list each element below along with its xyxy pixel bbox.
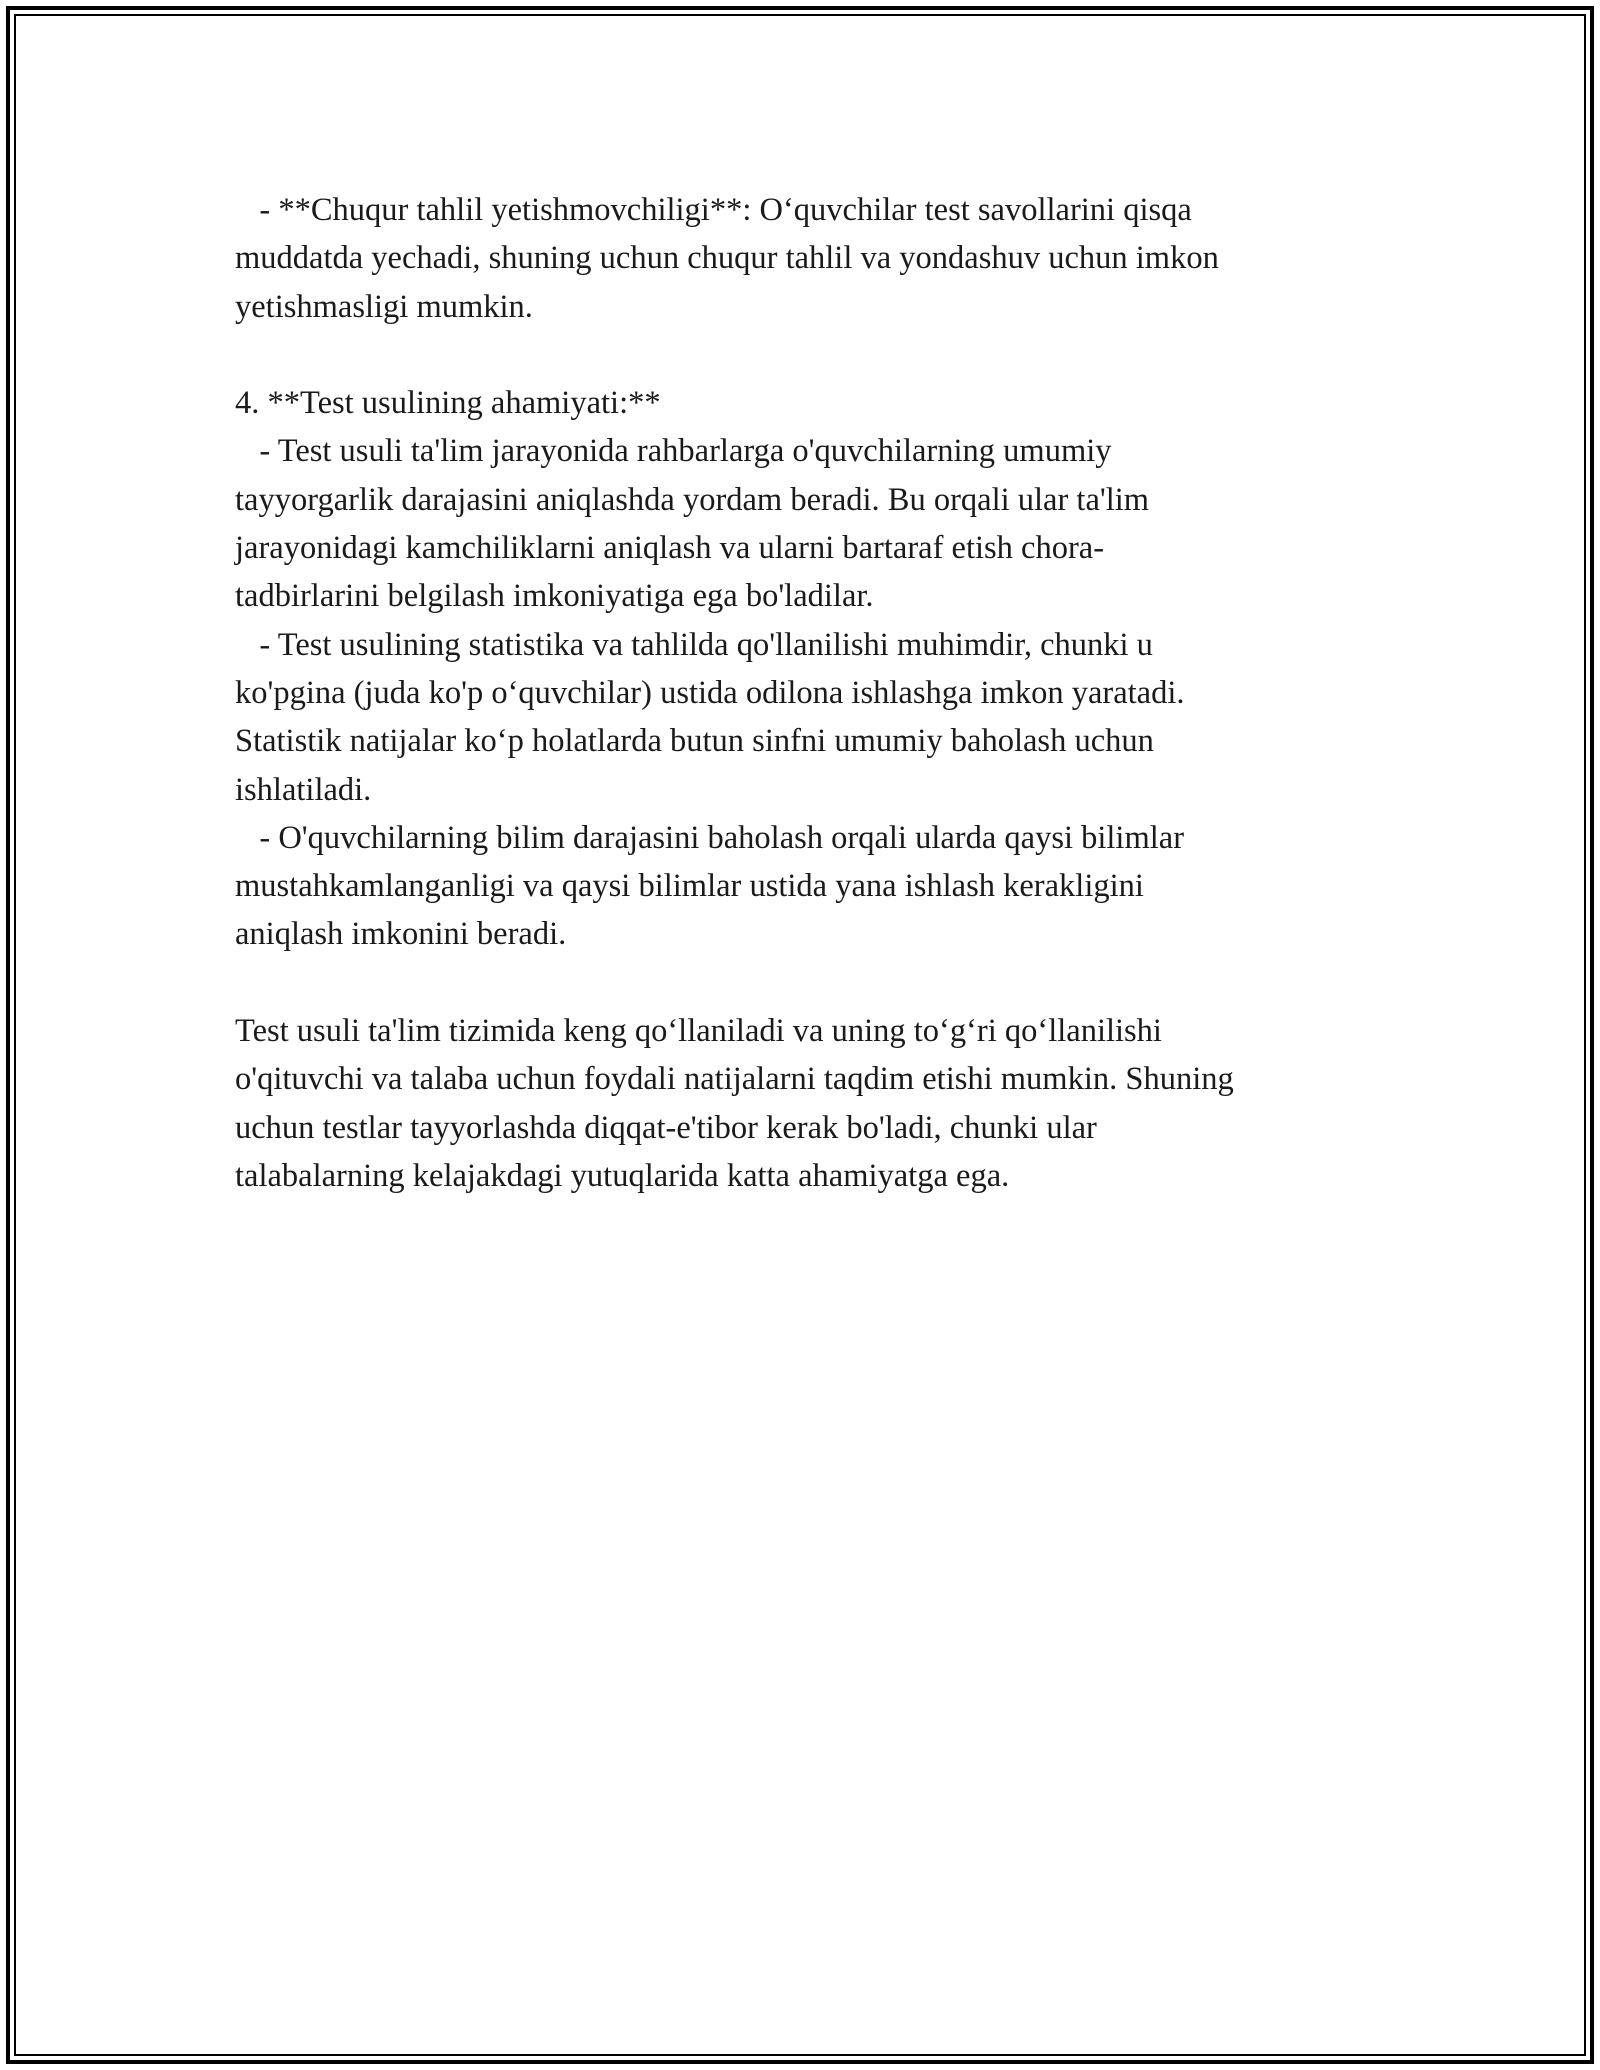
blank-line — [235, 331, 1385, 379]
paragraph-line: talabalarning kelajakdagi yutuqlarida katta ahamiyatga ega. — [235, 1157, 1010, 1194]
paragraph-line: - Test usuli ta'lim jarayonida rahbarlarga o'quvchilarning umumiy — [235, 433, 1112, 470]
section-heading: 4. **Test usulining ahamiyati:** — [235, 385, 661, 422]
paragraph-line: uchun testlar tayyorlashda diqqat-e'tibor kerak bo'ladi, chunki ular — [235, 1109, 1097, 1146]
blank-line — [235, 959, 1385, 1007]
paragraph-line: ishlatiladi. — [235, 771, 372, 808]
paragraph-line: - Test usulining statistika va tahlilda qo'llanilishi muhimdir, chunki u — [235, 626, 1153, 663]
paragraph-line: mustahkamlanganligi va qaysi bilimlar ustida yana ishlash kerakligini — [235, 868, 1144, 905]
paragraph-line: muddatda yechadi, shuning uchun chuqur tahlil va yondashuv uchun imkon — [235, 240, 1219, 277]
paragraph-line: tadbirlarini belgilash imkoniyatiga ega bo'ladilar. — [235, 578, 874, 615]
paragraph-line: yetishmasligi mumkin. — [235, 288, 533, 325]
paragraph-line: o'qituvchi va talaba uchun foydali natijalarni taqdim etishi mumkin. Shuning — [235, 1061, 1234, 1098]
paragraph-line: tayyorgarlik darajasini aniqlashda yordam beradi. Bu orqali ular ta'lim — [235, 481, 1150, 518]
paragraph-line: aniqlash imkonini beradi. — [235, 916, 567, 953]
document-body — [235, 186, 1385, 1200]
paragraph-line: Test usuli ta'lim tizimida keng qo‘llaniladi va uning to‘g‘ri qo‘llanilishi — [235, 1013, 1162, 1050]
paragraph-line: Statistik natijalar ko‘p holatlarda butun sinfni umumiy baholash uchun — [235, 723, 1154, 760]
paragraph-line: - **Chuqur tahlil yetishmovchiligi**: O‘quvchilar test savollarini qisqa — [235, 192, 1192, 228]
paragraph-line: ko'pgina (juda ko'p o‘quvchilar) ustida odilona ishlashga imkon yaratadi. — [235, 674, 1185, 711]
paragraph-line: jarayonidagi kamchiliklarni aniqlash va ularni bartaraf etish chora- — [235, 530, 1105, 567]
paragraph-line: - O'quvchilarning bilim darajasini baholash orqali ularda qaysi bilimlar — [235, 819, 1185, 856]
